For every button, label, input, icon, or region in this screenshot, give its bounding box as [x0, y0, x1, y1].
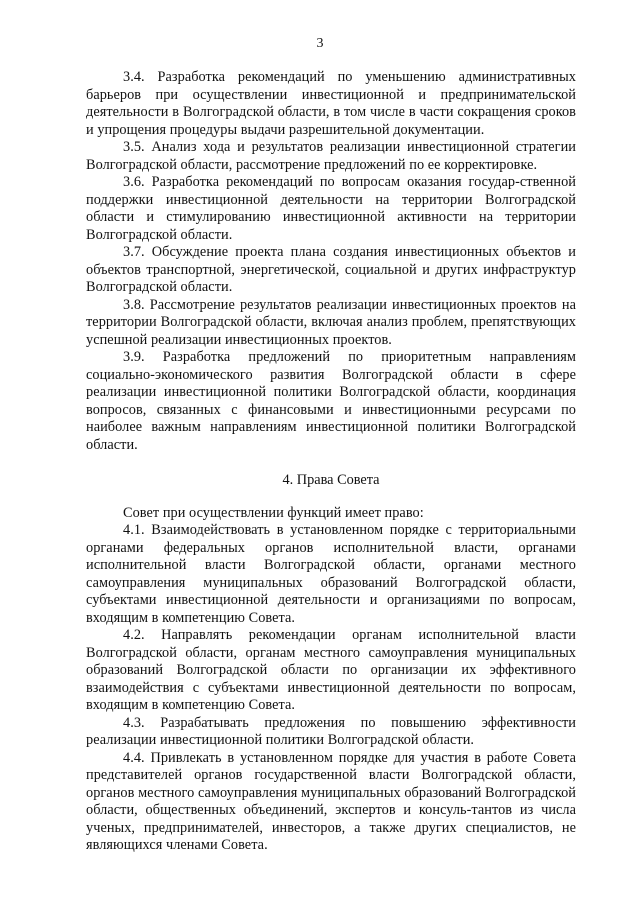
- paragraph-3-5: 3.5. Анализ хода и результатов реализации инвестиционной стратегии Волгоградской области, рассмотрение предложений по ее корректировке.: [86, 139, 576, 173]
- paragraph-3-4: 3.4. Разработка рекомендаций по уменьшению административных барьеров при осуществлении инвестиционной и предпринимательской деятельности в Волгоградской области, в том числе в части сокращения сроков и упрощения процедуры выдачи разрешительной документации.: [86, 69, 576, 138]
- paragraph-4-4: 4.4. Привлекать в установленном порядке для участия в работе Совета представителей органов государственной власти Волгоградской области, органов местного самоуправления муниципальных образований Волгоградской области, общественных объединений, экспертов и консуль-тантов из числа ученых, предпринимателей, инвесторов, а также других специалистов, не являющихся членами Совета.: [86, 749, 576, 853]
- section-heading: 4. Права Совета: [282, 472, 380, 488]
- document-body: [86, 69, 576, 855]
- paragraph-3-6: 3.6. Разработка рекомендаций по вопросам оказания государ-ственной поддержки инвестиционной деятельности на территории Волгоградской области и стимулированию инвестиционной активности на территории Волгоградской области.: [86, 174, 576, 243]
- paragraph-4-3: 4.3. Разрабатывать предложения по повышению эффективности реализации инвестиционной политики Волгоградской области.: [86, 714, 576, 748]
- paragraph-3-9: 3.9. Разработка предложений по приоритетным направлениям социально-экономического развития Волгоградской области в сфере реализации инвестиционной политики Волгоградской области, координация вопросов, связанных с финансовыми и инвестиционными ресурсами по наиболее важным направлениям инвестиционной политики Волгоградской области.: [86, 349, 576, 453]
- paragraph-3-7: 3.7. Обсуждение проекта плана создания инвестиционных объектов и объектов транспортной, энергетической, социальной и других инфраструктур Волгоградской области.: [86, 244, 576, 295]
- paragraph-4-2: 4.2. Направлять рекомендации органам исполнительной власти Волгоградской области, органам местного самоуправления муниципальных образований Волгоградской области по организации их эффективного взаимодействия с субъектами инвестиционной деятельности по вопросам, входящим в компетенцию Совета.: [86, 627, 576, 713]
- paragraph-3-8: 3.8. Рассмотрение результатов реализации инвестиционных проектов на территории Волгоградской области, включая анализ проблем, препятствующих успешной реализации инвестиционных проектов.: [86, 296, 576, 348]
- paragraph-4-1: 4.1. Взаимодействовать в установленном порядке с территориальными органами федеральных органов исполнительной власти, органами исполнительной власти Волгоградской области, органами местного самоуправления муниципальных образований Волгоградской области, субъектами инвестиционной деятельности и организациями по вопросам, входящим в компетенцию Совета.: [86, 522, 576, 626]
- page-number: 3: [316, 36, 324, 51]
- paragraph-council-rights-intro: Совет при осуществлении функций имеет право:: [123, 504, 424, 521]
